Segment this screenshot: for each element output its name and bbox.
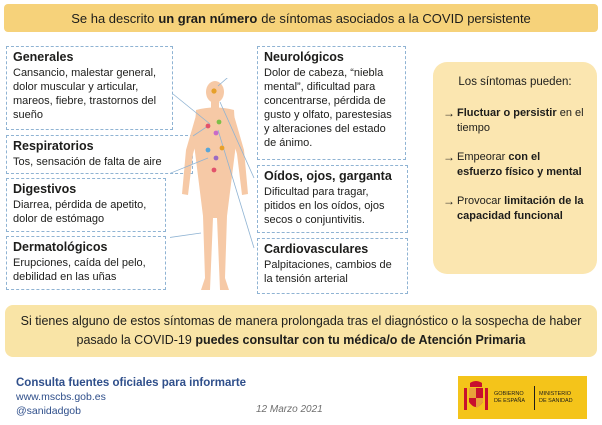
arrow-right-icon: → xyxy=(443,150,455,164)
category-text: Diarrea, pérdida de apetito, dolor de estómago xyxy=(13,199,147,225)
category-title: Respiratorios xyxy=(13,139,94,153)
arrow-right-icon: → xyxy=(443,106,455,120)
category-title: Cardiovasculares xyxy=(264,242,369,256)
category-neurologicos xyxy=(257,46,406,160)
consult-banner-bold: puedes consultar con tu médica/o de Atención Primaria xyxy=(195,333,526,347)
panel-item xyxy=(443,194,587,224)
consult-banner xyxy=(5,305,597,357)
panel-intro: Los síntomas pueden: xyxy=(458,76,572,88)
panel-item-text: Empeorar con el esfuerzo físico y mental xyxy=(457,151,582,178)
panel-item-text: Fluctuar o persistir en el tiempo xyxy=(457,107,584,134)
consult-banner-text: Si tienes alguno de estos síntomas de manera prolongada tras el diagnóstico o la sospecha de haber pasado la COVID-19 puedes consultar con tu médica/o de Atención Primaria xyxy=(20,314,582,347)
category-dermatologicos xyxy=(6,236,166,290)
spain-crest-icon xyxy=(462,380,490,416)
footer-website-link[interactable]: www.mscbs.gob.es xyxy=(16,391,106,403)
panel-item-text: Provocar limitación de la capacidad funcional xyxy=(457,195,584,222)
category-generales xyxy=(6,46,173,130)
top-banner-bold: un gran número xyxy=(158,10,258,26)
category-title: Neurológicos xyxy=(264,50,344,64)
logo-gobierno-text: GOBIERNO DE ESPAÑA xyxy=(494,391,526,404)
category-text: Dificultad para tragar, pitidos en los oídos, ojos secos o conjuntivitis. xyxy=(264,186,385,226)
category-text: Cansancio, malestar general, dolor muscular y articular, mareos, fiebre, trastornos del sueño xyxy=(13,67,157,121)
top-banner xyxy=(4,4,598,32)
footer-date: 12 Marzo 2021 xyxy=(256,404,323,415)
category-cardiovasculares xyxy=(257,238,408,294)
symptoms-can-panel xyxy=(433,62,597,274)
top-banner-text: Se ha descrito xyxy=(71,10,155,26)
logo-ministerio-text: MINISTERIO DE SANIDAD xyxy=(539,391,573,404)
category-text: Dolor de cabeza, “niebla mental”, dificultad para concentrarse, pérdida de gusto y olfato, parestesias y alteraciones del estado de ánimo. xyxy=(264,67,392,149)
category-digestivos xyxy=(6,178,166,232)
category-title: Dermatológicos xyxy=(13,240,108,254)
panel-item xyxy=(443,106,587,136)
logo-divider xyxy=(534,386,535,410)
top-banner-text-end: de síntomas asociados a la COVID persistente xyxy=(261,10,531,26)
category-text: Tos, sensación de falta de aire xyxy=(13,156,162,168)
arrow-right-icon: → xyxy=(443,194,455,208)
category-title: Digestivos xyxy=(13,182,77,196)
government-logo xyxy=(458,376,587,419)
panel-item xyxy=(443,150,587,180)
category-text: Palpitaciones, cambios de la tensión arterial xyxy=(264,259,392,285)
footer-title: Consulta fuentes oficiales para informarte xyxy=(16,377,247,389)
category-title: Oídos, ojos, garganta xyxy=(264,169,392,183)
category-title: Generales xyxy=(13,50,74,64)
category-text: Erupciones, caída del pelo, debilidad en las uñas xyxy=(13,257,146,283)
category-respiratorios xyxy=(6,135,193,174)
footer-twitter-link[interactable]: @sanidadgob xyxy=(16,405,81,417)
human-body-figure xyxy=(170,78,260,293)
category-oidos-ojos-garganta xyxy=(257,165,408,233)
